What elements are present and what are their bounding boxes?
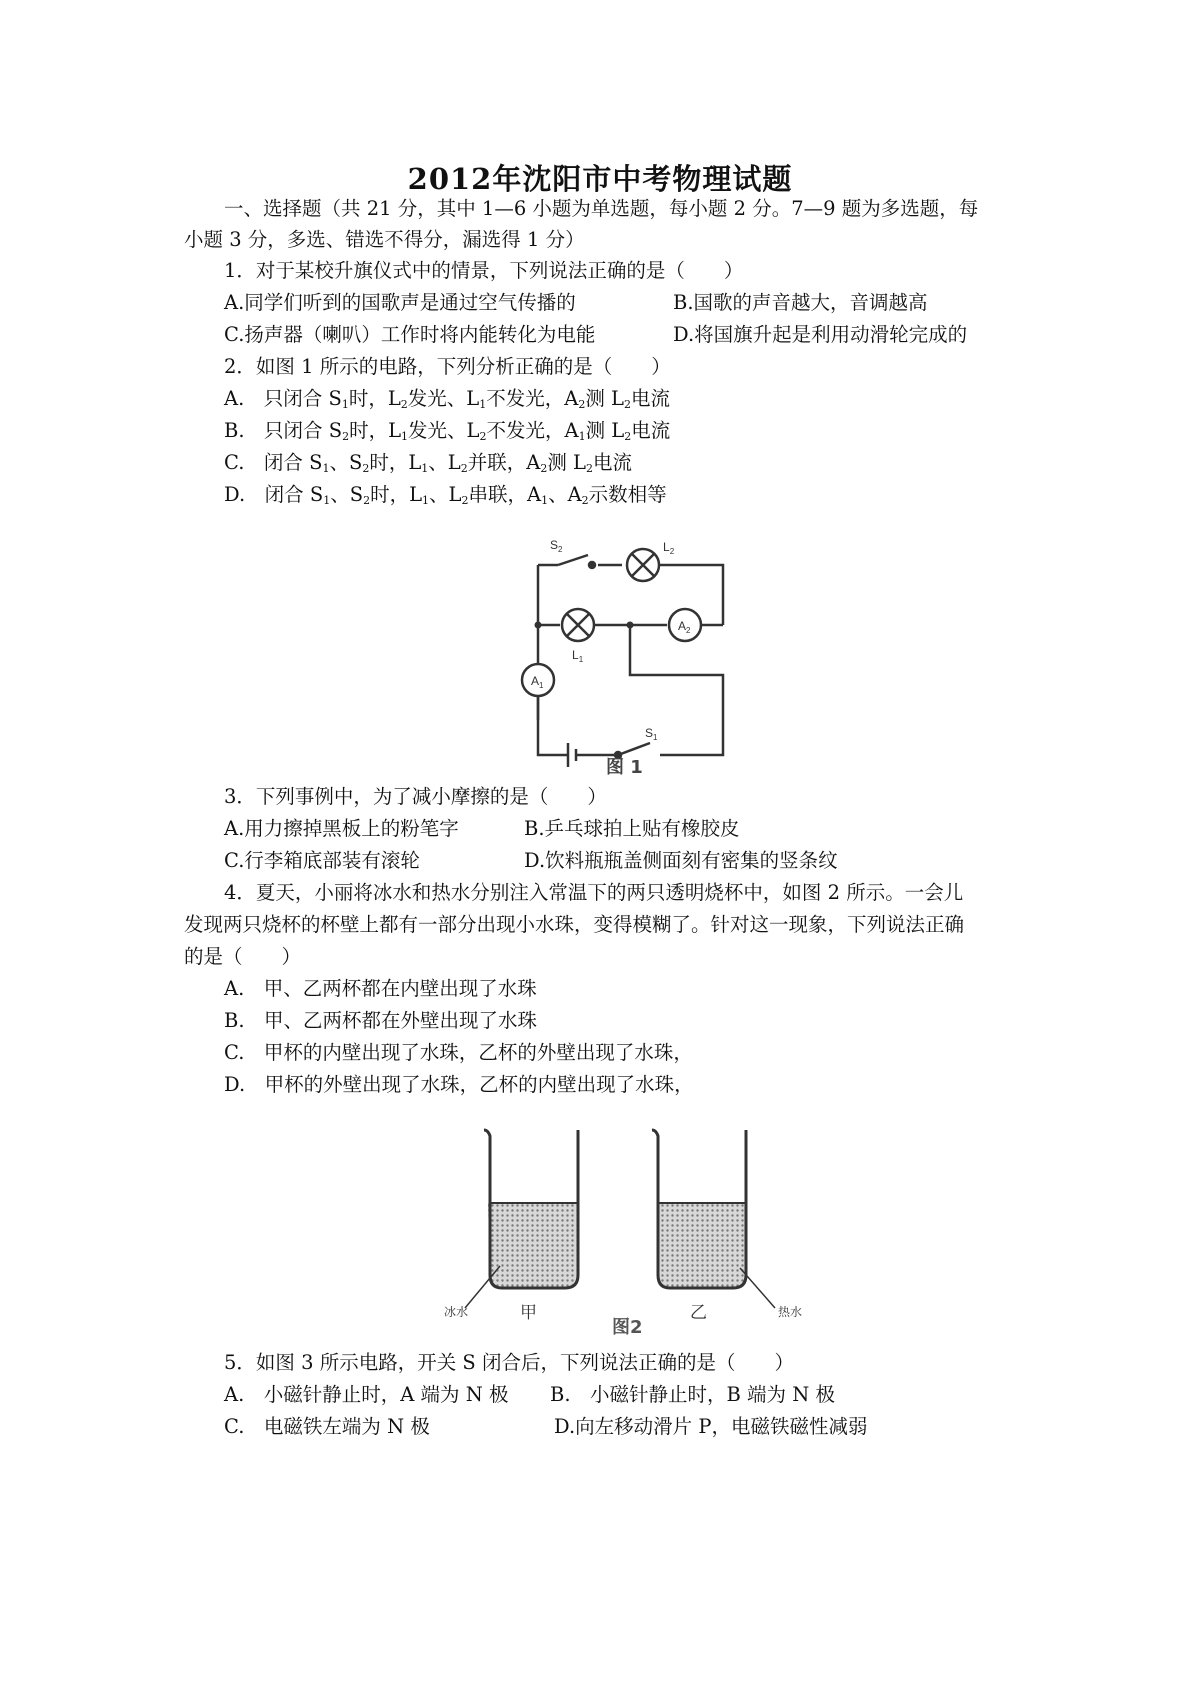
label-cup-yi: 乙 (690, 1303, 707, 1323)
q4-stem-line1: 4．夏天，小丽将冰水和热水分别注入常温下的两只透明烧杯中，如图 2 所示。一会儿 (224, 881, 964, 904)
q4-option-a: A. 甲、乙两杯都在内壁出现了水珠 (224, 977, 537, 1000)
q2-option-c: C. 闭合 $S_1$、$S_2$时，$L_1$、$L_2$并联，$A_2$测 $L_2$电流 (224, 451, 633, 475)
q1-stem: 1．对于某校升旗仪式中的情景，下列说法正确的是（ ） (224, 259, 744, 282)
q4-option-c: C. 甲杯的内壁出现了水珠，乙杯的外壁出现了水珠， (224, 1041, 693, 1064)
label-l2: $L_2$ (663, 540, 675, 556)
figure-2-caption: 图2 (612, 1317, 643, 1338)
q3-option-a: A.用力擦掉黑板上的粉笔字 (224, 817, 459, 840)
label-a2: $A_2$ (678, 619, 691, 635)
label-s2: $S_2$ (550, 538, 563, 554)
label-l1: $L_1$ (572, 648, 584, 664)
section-intro-line2: 小题 3 分，多选、错选不得分，漏选得 1 分） (184, 228, 585, 251)
q2-stem: 2．如图 1 所示的电路，下列分析正确的是（ ） (224, 355, 671, 378)
label-ice-water: 冰水 (444, 1305, 469, 1319)
q2-option-d: D. 闭合 $S_1$、$S_2$时，$L_1$、$L_2$串联，$A_1$、$A_2$示数相等 (224, 483, 667, 507)
q1-option-d: D.将国旗升起是利用动滑轮完成的 (673, 323, 968, 346)
label-s1: $S_1$ (645, 726, 658, 742)
q2-option-a: A. 只闭合 $S_1$时，$L_2$发光、$L_1$不发光，$A_2$测 $L_2$电流 (224, 387, 671, 411)
q5-option-d: D.向左移动滑片 P，电磁铁磁性减弱 (554, 1415, 868, 1438)
page-title: 2012年沈阳市中考物理试题 (407, 162, 793, 196)
q5-option-a: A. 小磁针静止时，A 端为 N 极 (224, 1383, 509, 1406)
q4-stem-line3: 的是（ ） (184, 945, 302, 968)
circuit-diagram-figure-1 (510, 525, 740, 785)
q4-stem-line2: 发现两只烧杯的杯壁上都有一部分出现小水珠，变得模糊了。针对这一现象，下列说法正确 (184, 913, 965, 936)
q2-option-b: B. 只闭合 $S_2$时，$L_1$发光、$L_2$不发光，$A_1$测 $L_2$电流 (224, 419, 671, 443)
figure-1-caption: 图 1 (606, 757, 643, 778)
q4-option-d: D. 甲杯的外壁出现了水珠，乙杯的内壁出现了水珠， (224, 1073, 694, 1096)
q5-stem: 5．如图 3 所示电路，开关 S 闭合后，下列说法正确的是（ ） (224, 1351, 794, 1374)
label-hot-water: 热水 (778, 1305, 803, 1319)
q3-option-c: C.行李箱底部装有滚轮 (224, 849, 420, 872)
q1-option-c: C.扬声器（喇叭）工作时将内能转化为电能 (224, 323, 596, 346)
q3-stem: 3．下列事例中，为了减小摩擦的是（ ） (224, 785, 607, 808)
label-a1: $A_1$ (531, 674, 544, 690)
q1-option-a: A.同学们听到的国歌声是通过空气传播的 (224, 291, 576, 314)
q5-option-b: B. 小磁针静止时，B 端为 N 极 (550, 1383, 836, 1406)
q5-option-c: C. 电磁铁左端为 N 极 (224, 1415, 430, 1438)
beakers-figure-2 (440, 1108, 820, 1338)
q4-option-b: B. 甲、乙两杯都在外壁出现了水珠 (224, 1009, 538, 1032)
q1-option-b: B.国歌的声音越大，音调越高 (673, 291, 928, 314)
q3-option-b: B.乒乓球拍上贴有橡胶皮 (524, 817, 740, 840)
q3-option-d: D.饮料瓶瓶盖侧面刻有密集的竖条纹 (524, 849, 838, 872)
section-intro-line1: 一、选择题（共 21 分，其中 1—6 小题为单选题，每小题 2 分。7—9 题为多选题，每 (224, 197, 979, 220)
label-cup-jia: 甲 (520, 1303, 537, 1323)
